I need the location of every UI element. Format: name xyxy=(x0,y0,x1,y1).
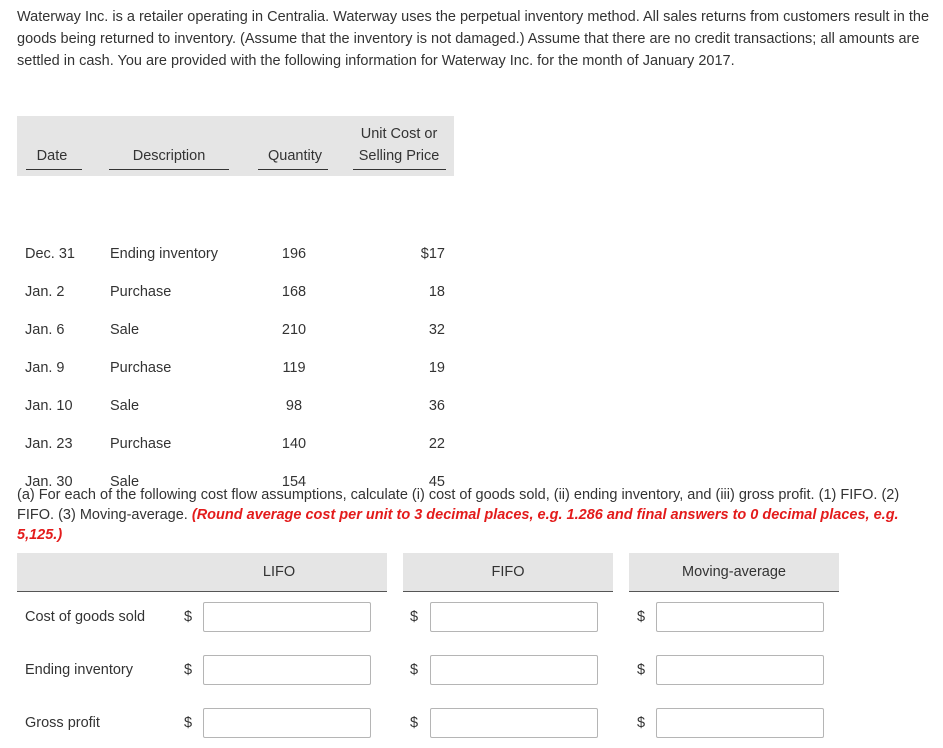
dollar-sign: $ xyxy=(637,662,646,678)
row-date: Jan. 2 xyxy=(25,284,65,300)
header-underline xyxy=(258,169,328,170)
header-date: Date xyxy=(36,148,68,164)
row-price: $17 xyxy=(420,246,445,262)
dollar-sign: $ xyxy=(410,662,419,678)
cogs-lifo-input[interactable] xyxy=(203,602,371,632)
row-quantity: 210 xyxy=(281,322,307,338)
table-header xyxy=(17,116,454,176)
row-quantity: 196 xyxy=(281,246,307,262)
row-quantity: 119 xyxy=(282,360,306,376)
column-header-fifo xyxy=(403,553,613,592)
row-date: Jan. 9 xyxy=(25,360,65,376)
row-date: Jan. 23 xyxy=(25,436,73,452)
gross-profit-moving-average-input[interactable] xyxy=(656,708,824,738)
header-quantity: Quantity xyxy=(268,148,322,164)
cogs-fifo-input[interactable] xyxy=(430,602,598,632)
row-label-ending-inventory: Ending inventory xyxy=(25,662,134,678)
column-header-lifo xyxy=(17,553,387,592)
dollar-sign: $ xyxy=(410,609,419,625)
rounding-instruction: (Round average cost per unit to 3 decimal places, e.g. 1.286 and final answers to 0 decimal places, e.g. 5,125.) xyxy=(17,507,899,543)
row-description: Purchase xyxy=(110,360,172,376)
ending-inventory-lifo-input[interactable] xyxy=(203,655,371,685)
dollar-sign: $ xyxy=(184,715,193,731)
row-date: Dec. 31 xyxy=(25,246,75,262)
inventory-table xyxy=(17,116,454,490)
row-description: Sale xyxy=(110,398,140,414)
row-price: 32 xyxy=(428,322,445,338)
ending-inventory-fifo-input[interactable] xyxy=(430,655,598,685)
row-description: Purchase xyxy=(110,284,172,300)
row-price: 19 xyxy=(428,360,445,376)
row-quantity: 140 xyxy=(281,436,307,452)
gross-profit-fifo-input[interactable] xyxy=(430,708,598,738)
dollar-sign: $ xyxy=(637,715,646,731)
header-underline xyxy=(353,169,446,170)
column-header-label: LIFO xyxy=(262,564,296,580)
dollar-sign: $ xyxy=(184,609,193,625)
cogs-moving-average-input[interactable] xyxy=(656,602,824,632)
header-underline xyxy=(109,169,229,170)
row-description: Purchase xyxy=(110,436,172,452)
question-text xyxy=(17,485,937,545)
dollar-sign: $ xyxy=(184,662,193,678)
row-date: Jan. 10 xyxy=(25,398,73,414)
problem-intro: Waterway Inc. is a retailer operating in Centralia. Waterway uses the perpetual inventory method. All sales returns from customers result in the goods being returned to inventory. (Assume that the inventory is not damaged.) Assume that there are no credit transactions; all amounts are settled in cash. You are provided with the following information for Waterway Inc. for the month of January 2017. xyxy=(17,9,930,69)
row-label-cost-of-goods-sold: Cost of goods sold xyxy=(25,609,146,625)
row-quantity: 168 xyxy=(281,284,307,300)
dollar-sign: $ xyxy=(637,609,646,625)
column-header-label: FIFO xyxy=(491,564,525,580)
question-body: (a) For each of the following cost flow assumptions, calculate (i) cost of goods sold, (ii) ending inventory, and (iii) gross profit. (1) FIFO. (2) FIFO. (3) Moving-average. xyxy=(17,487,900,523)
row-description: Sale xyxy=(110,322,140,338)
ending-inventory-moving-average-input[interactable] xyxy=(656,655,824,685)
dollar-sign: $ xyxy=(410,715,419,731)
column-header-moving-average xyxy=(629,553,839,592)
row-date: Jan. 6 xyxy=(25,322,65,338)
table-row xyxy=(17,284,454,304)
row-quantity: 154 xyxy=(281,474,307,490)
gross-profit-lifo-input[interactable] xyxy=(203,708,371,738)
row-label-gross-profit: Gross profit xyxy=(25,715,100,731)
table-row xyxy=(17,436,454,456)
column-header-label: Moving-average xyxy=(682,564,786,580)
row-quantity: 98 xyxy=(285,398,303,414)
row-description: Ending inventory xyxy=(110,246,219,262)
header-price-line1: Unit Cost or xyxy=(360,126,438,142)
row-price: 45 xyxy=(428,474,445,490)
row-description: Sale xyxy=(110,474,140,490)
table-row xyxy=(17,398,454,418)
header-price-line2: Selling Price xyxy=(358,148,440,164)
row-date: Jan. 30 xyxy=(25,474,73,490)
header-underline xyxy=(26,169,82,170)
row-price: 18 xyxy=(428,284,445,300)
table-row xyxy=(17,360,454,380)
row-price: 36 xyxy=(428,398,445,414)
table-row xyxy=(17,322,454,342)
header-description: Description xyxy=(132,148,206,164)
table-row xyxy=(17,246,454,266)
row-price: 22 xyxy=(428,436,445,452)
